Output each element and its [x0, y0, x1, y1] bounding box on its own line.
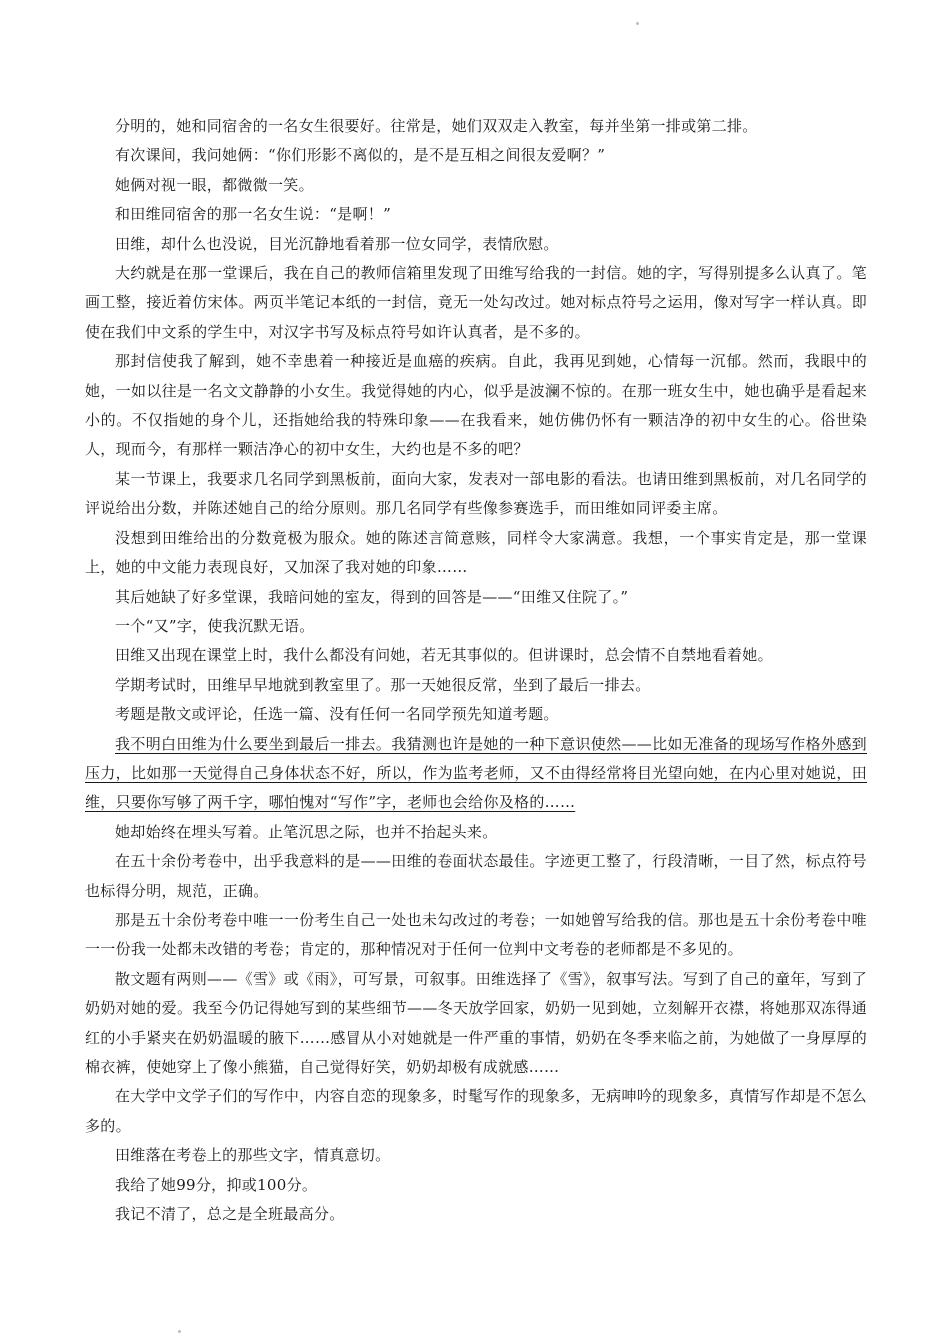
underlined-paragraph: 我不明白田维为什么要坐到最后一排去。我猜测也许是她的一种下意识使然——比如无准备的现场写作格外感到压力，比如那一天觉得自己身体状态不好，所以，作为监考老师，又不由得经常将目光望向她，在内心里对她说，田维，只要你写够了两千字，哪怕愧对“写作”字，老师也会给你及格的……	[85, 734, 867, 812]
paragraph: 散文题有两则——《雪》或《雨》，可写景，可叙事。田维选择了《雪》，叙事写法。写到了自己的童年，写到了奶奶对她的爱。我至今仍记得她写到的某些细节——冬天放学回家，奶奶一见到她，立刻解开衣襟，将她那双冻得通红的小手紧夹在奶奶温暖的腋下……感冒从小对她就是一件严重的事情，奶奶在冬季来临之前，为她做了一身厚厚的棉衣裤，使她穿上了像小熊猫，自己觉得好笑，奶奶却极有成就感……	[85, 969, 867, 1076]
paragraph: 在大学中文学子们的写作中，内容自恋的现象多，时髦写作的现象多，无病呻吟的现象多，真情写作却是不怎么多的。	[85, 1087, 867, 1135]
paragraph: 田维又出现在课堂上时，我什么都没有问她，若无其事似的。但讲课时，总会情不自禁地看着她。	[115, 646, 773, 665]
paragraph: 那封信使我了解到，她不幸患着一种接近是血癌的疾病。自此，我再见到她，心情每一沉郁。然而，我眼中的她，一如以往是一名文文静静的小女生。我觉得她的内心，似乎是波澜不惊的。在那一班女生中，她也确乎是看起来小的。不仅指她的身个儿，还指她给我的特殊印象——在我看来，她仿佛仍怀有一颗洁净的初中女生的心。俗世染人，现而今，有那样一颗洁净心的初中女生，大约也是不多的吧？	[85, 352, 867, 459]
paragraph: 某一节课上，我要求几名同学到黑板前，面向大家，发表对一部电影的看法。也请田维到黑板前，对几名同学的评说给出分数，并陈述她自己的给分原则。那几名同学有些像参赛选手，而田维如同评委主席。	[85, 469, 867, 518]
paragraph: 和田维同宿舍的那一名女生说：“是啊！”	[115, 205, 392, 224]
paragraph: 没想到田维给出的分数竟极为服众。她的陈述言简意赅，同样令大家满意。我想，一个事实肯定是，那一堂课上，她的中文能力表现良好，又加深了我对她的印象……	[85, 528, 867, 577]
paragraph: 有次课间，我问她俩：“你们形影不离似的，是不是互相之间很友爱啊？”	[115, 146, 606, 165]
paragraph: 她俩对视一眼，都微微一笑。	[115, 175, 314, 194]
page-dot-mark	[178, 1330, 181, 1333]
paragraph: 我给了她99分，抑或100分。	[115, 1175, 318, 1194]
paragraph: 考题是散文或评论，任选一篇、没有任何一名同学预先知道考题。	[115, 705, 559, 724]
paragraph: 田维落在考卷上的那些文字，情真意切。	[115, 1146, 391, 1165]
paragraph: 一个“又”字，使我沉默无语。	[115, 616, 315, 635]
paragraph: 田维，却什么也没说，目光沉静地看着那一位女同学，表情欣慰。	[115, 234, 559, 253]
paragraph: 分明的，她和同宿舍的一名女生很要好。往常是，她们双双走入教室，每并坐第一排或第二排。	[115, 117, 758, 135]
paragraph: 那是五十余份考卷中唯一一份考生自己一处也未勾改过的考卷；一如她曾写给我的信。那也是五十余份考卷中唯一一份我一处都未改错的考卷；肯定的，那种情况对于任何一位判中文考卷的老师都是不多见的。	[85, 910, 867, 959]
paragraph: 其后她缺了好多堂课，我暗问她的室友，得到的回答是——“田维又住院了。”	[115, 587, 629, 606]
paragraph: 她却始终在埋头写着。止笔沉思之际，也并不抬起头来。	[115, 822, 498, 841]
paragraph: 学期考试时，田维早早地就到教室里了。那一天她很反常，坐到了最后一排去。	[115, 675, 651, 694]
article-body	[85, 112, 867, 1229]
paragraph: 大约就是在那一堂课后，我在自己的教师信箱里发现了田维写给我的一封信。她的字，写得别提多么认真了。笔画工整，接近着仿宋体。两页半笔记本纸的一封信，竟无一处勾改过。她对标点符号之运用，像对写字一样认真。即使在我们中文系的学生中，对汉字书写及标点符号如许认真者，是不多的。	[85, 264, 867, 341]
paragraph: 在五十余份考卷中，出乎我意料的是——田维的卷面状态最佳。字迹更工整了，行段清晰，一目了然，标点符号也标得分明，规范，正确。	[85, 852, 867, 900]
paragraph: 我记不清了，总之是全班最高分。	[115, 1205, 345, 1224]
page-dot-mark	[636, 22, 639, 25]
